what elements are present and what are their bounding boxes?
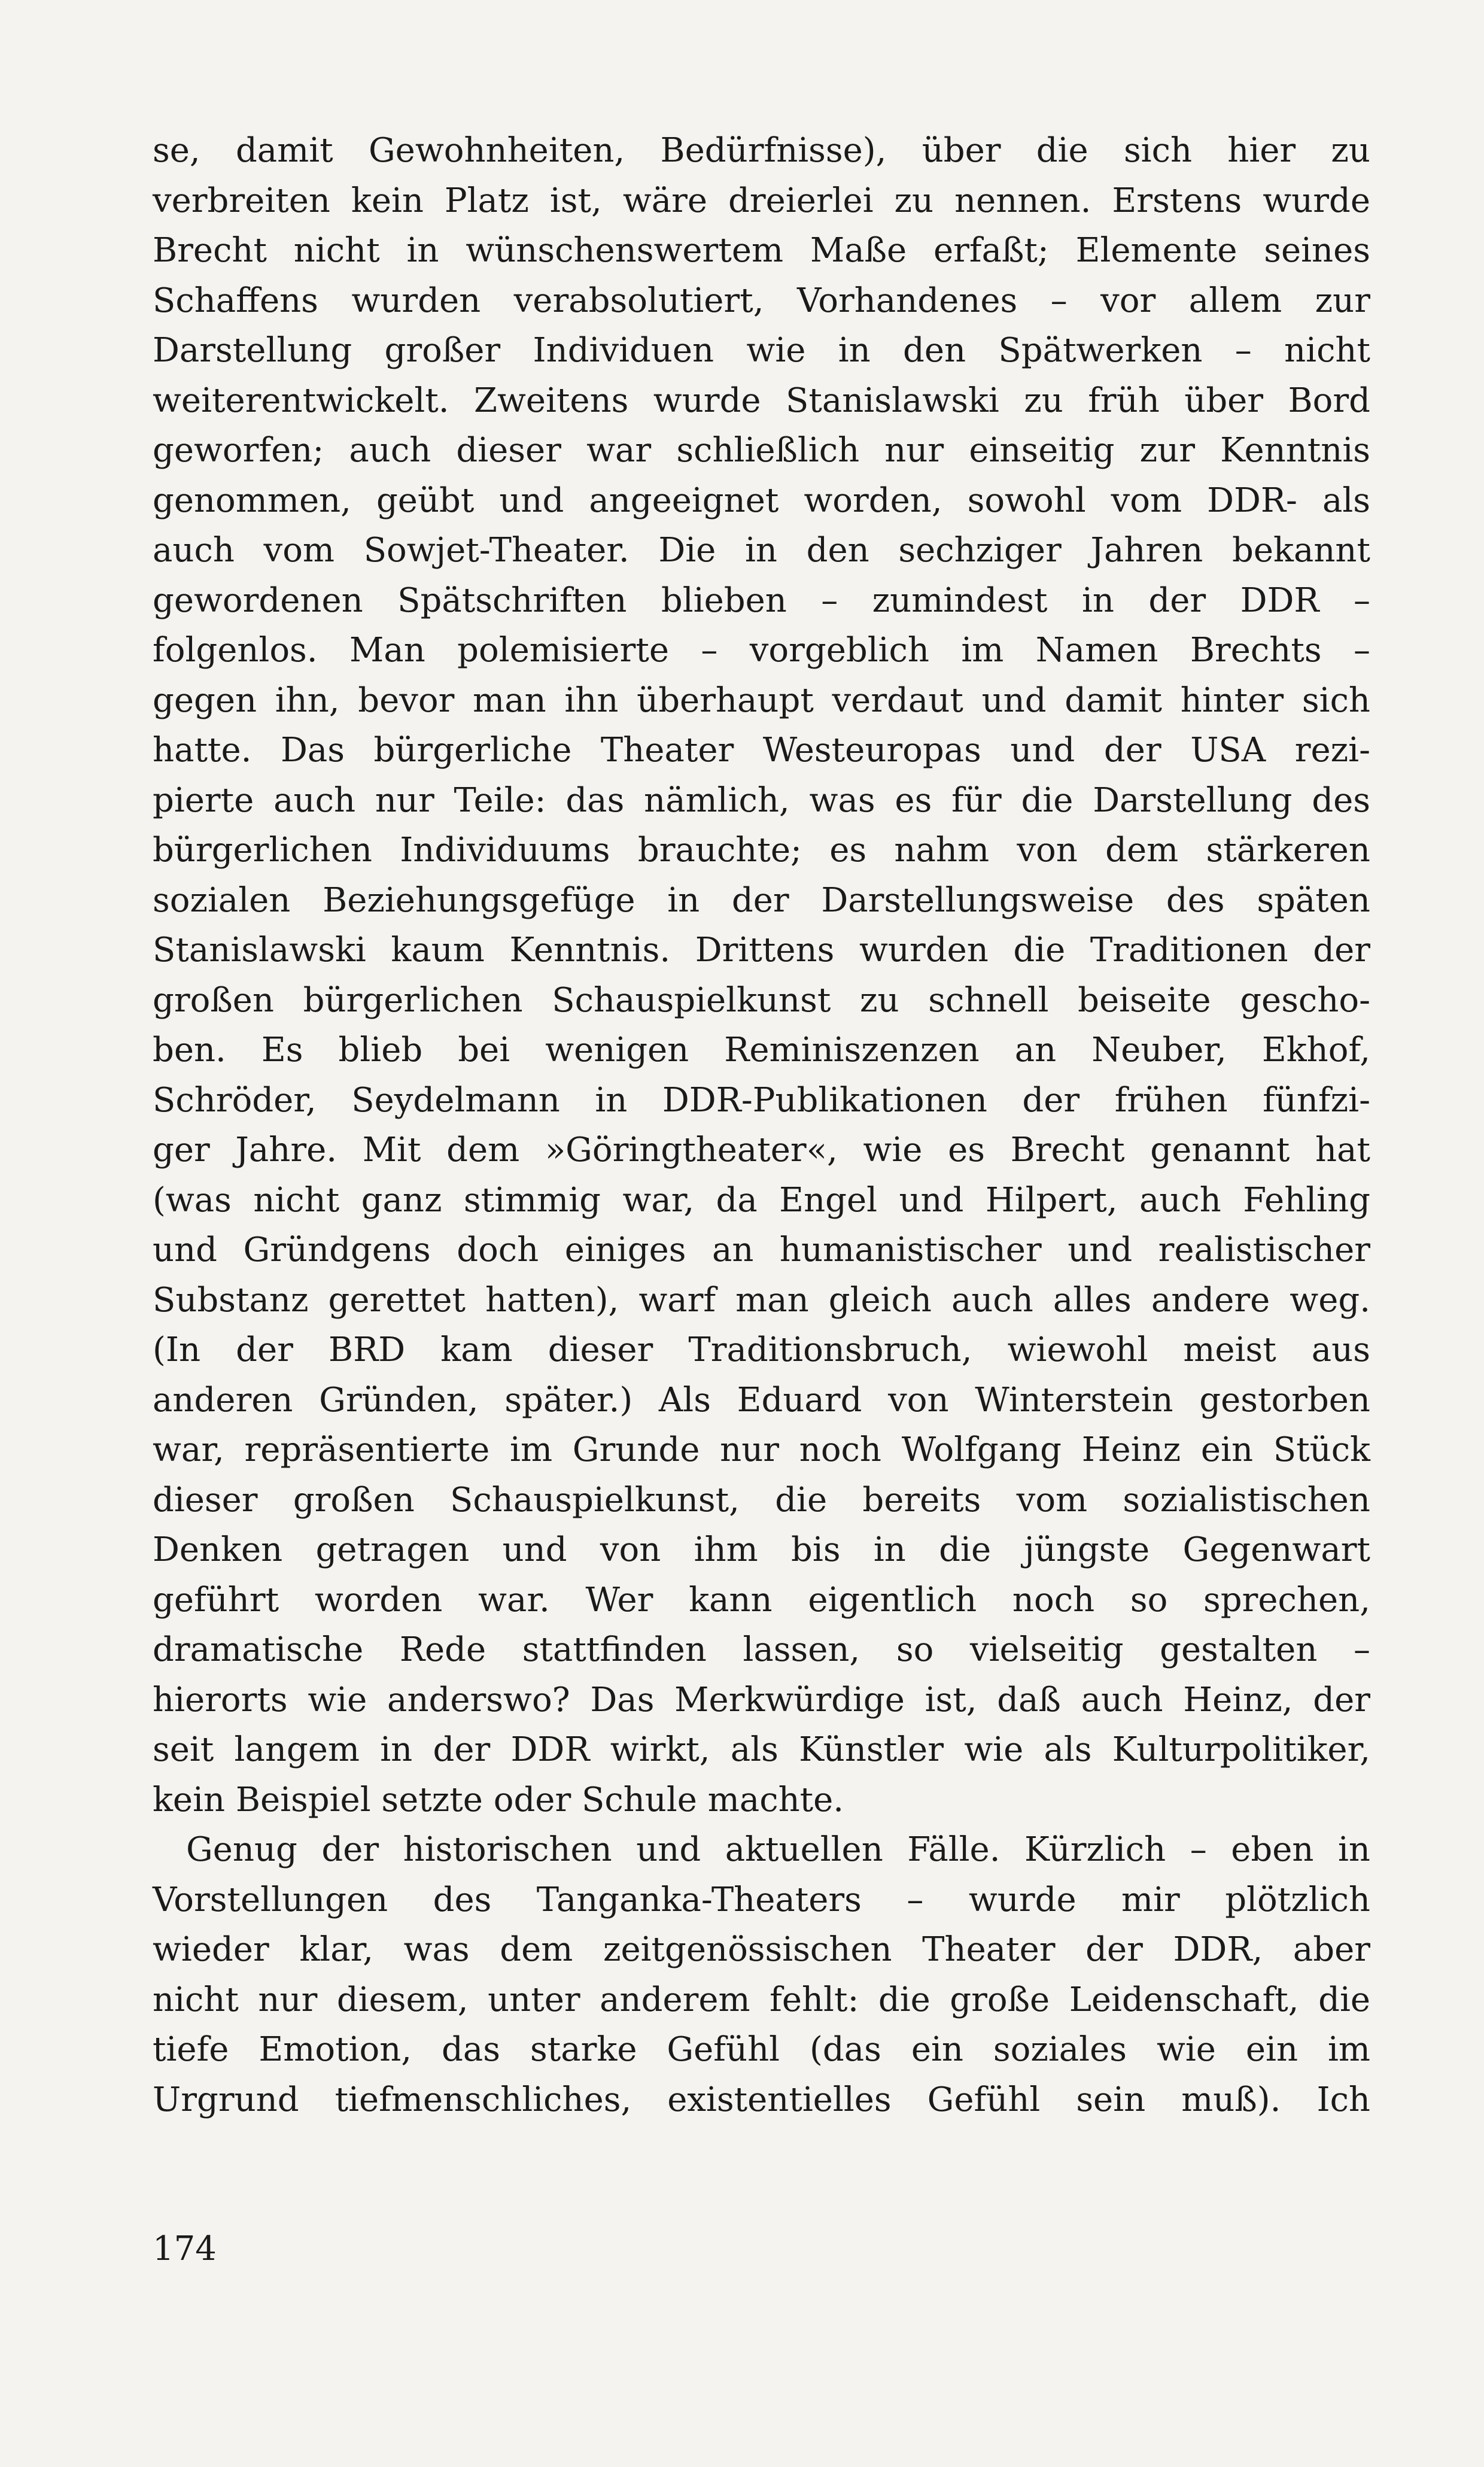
- text-line: nicht nur diesem, unter anderem fehlt: die große Leidenschaft, die: [153, 1980, 1370, 2019]
- text-line: pierte auch nur Teile: das nämlich, was es für die Darstellung des: [153, 780, 1370, 820]
- paragraph-2: [153, 1825, 1370, 2125]
- text-line: weiterentwickelt. Zweitens wurde Stanislawski zu früh über Bord: [153, 381, 1370, 420]
- text-line: geworfen; auch dieser war schließlich nur einseitig zur Kenntnis: [153, 431, 1370, 470]
- text-line: dramatische Rede stattfinden lassen, so vielseitig gestalten –: [153, 1630, 1370, 1669]
- text-line: Darstellung großer Individuen wie in den Spätwerken – nicht: [153, 331, 1370, 370]
- text-line: folgenlos. Man polemisierte – vorgeblich im Namen Brechts –: [153, 631, 1370, 670]
- text-line: anderen Gründen, später.) Als Eduard von Winterstein gestorben: [153, 1380, 1370, 1420]
- text-line: auch vom Sowjet-Theater. Die in den sechziger Jahren bekannt: [153, 531, 1370, 570]
- text-line: kein Beispiel setzte oder Schule machte.: [153, 1780, 844, 1819]
- text-line: geführt worden war. Wer kann eigentlich noch so sprechen,: [153, 1580, 1370, 1620]
- text-line: (In der BRD kam dieser Traditionsbruch, wiewohl meist aus: [153, 1330, 1370, 1369]
- text-line: ben. Es blieb bei wenigen Reminiszenzen an Neuber, Ekhof,: [153, 1031, 1370, 1070]
- text-line: gewordenen Spätschriften blieben – zumindest in der DDR –: [153, 581, 1370, 620]
- text-line: sozialen Beziehungsgefüge in der Darstellungsweise des späten: [153, 880, 1370, 920]
- text-line: seit langem in der DDR wirkt, als Künstler wie als Kulturpolitiker,: [153, 1730, 1370, 1769]
- text-line: dieser großen Schauspielkunst, die bereits vom sozialistischen: [153, 1480, 1370, 1520]
- text-line: Stanislawski kaum Kenntnis. Drittens wurden die Traditionen der: [153, 931, 1370, 970]
- text-line: großen bürgerlichen Schauspielkunst zu schnell beiseite gescho-: [153, 980, 1370, 1020]
- text-line: Urgrund tiefmenschliches, existentielles Gefühl sein muß). Ich: [153, 2080, 1370, 2119]
- text-line: wieder klar, was dem zeitgenössischen Theater der DDR, aber: [153, 1930, 1370, 1969]
- text-line: Genug der historischen und aktuellen Fälle. Kürzlich – eben in: [186, 1830, 1370, 1869]
- text-line: war, repräsentierte im Grunde nur noch Wolfgang Heinz ein Stück: [153, 1430, 1370, 1469]
- text-line: se, damit Gewohnheiten, Bedürfnisse), über die sich hier zu: [153, 131, 1370, 170]
- page-body: [153, 126, 1370, 2125]
- text-line: Denken getragen und von ihm bis in die jüngste Gegenwart: [153, 1530, 1370, 1569]
- text-line: (was nicht ganz stimmig war, da Engel und Hilpert, auch Fehling: [153, 1180, 1370, 1220]
- text-line: ger Jahre. Mit dem »Göringtheater«, wie es Brecht genannt hat: [153, 1131, 1370, 1169]
- text-line: hierorts wie anderswo? Das Merkwürdige ist, daß auch Heinz, der: [153, 1680, 1370, 1719]
- text-line: und Gründgens doch einiges an humanistischer und realistischer: [153, 1231, 1370, 1269]
- text-line: Brecht nicht in wünschenswertem Maße erfaßt; Elemente seines: [153, 231, 1370, 270]
- text-line: tiefe Emotion, das starke Gefühl (das ein soziales wie ein im: [153, 2030, 1370, 2069]
- text-line: verbreiten kein Platz ist, wäre dreierlei zu nennen. Erstens wurde: [153, 181, 1370, 220]
- text-line: bürgerlichen Individuums brauchte; es nahm von dem stärkeren: [153, 831, 1370, 870]
- text-line: hatte. Das bürgerliche Theater Westeuropas und der USA rezi-: [153, 731, 1370, 770]
- text-line: Vorstellungen des Tanganka-Theaters – wurde mir plötzlich: [153, 1880, 1370, 1919]
- text-line: Schröder, Seydelmann in DDR-Publikationen der frühen fünfzi-: [153, 1080, 1370, 1120]
- text-line: gegen ihn, bevor man ihn überhaupt verdaut und damit hinter sich: [153, 680, 1370, 720]
- text-line: Schaffens wurden verabsolutiert, Vorhandenes – vor allem zur: [153, 281, 1370, 320]
- paragraph-1: [153, 126, 1370, 1825]
- text-line: genommen, geübt und angeeignet worden, sowohl vom DDR- als: [153, 481, 1370, 520]
- page-number: 174: [153, 2229, 217, 2268]
- text-line: Substanz gerettet hatten), warf man gleich auch alles andere weg.: [153, 1280, 1370, 1320]
